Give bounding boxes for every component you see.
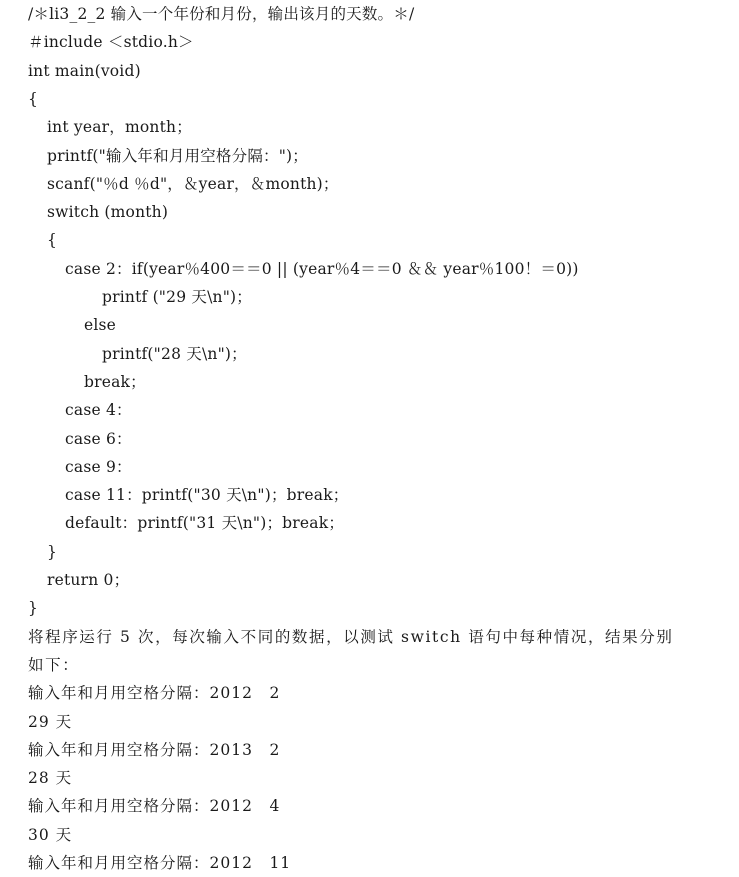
output-line: 输入年和月用空格分隔：2012 2	[28, 684, 281, 703]
code-line: }	[28, 599, 39, 618]
output-line: 29 天	[28, 712, 73, 731]
code-line: case 11：printf("30 天\n")；break；	[65, 486, 349, 505]
output-line: 输入年和月用空格分隔：2013 2	[28, 740, 281, 759]
output-line: 28 天	[28, 769, 73, 788]
code-line: case 9：	[65, 457, 132, 476]
code-line: ＃include ＜stdio.h＞	[28, 33, 194, 52]
code-line: int main(void)	[28, 61, 141, 80]
code-line: {	[47, 231, 58, 250]
output-line: 输入年和月用空格分隔：2012 11	[28, 854, 292, 872]
code-line: case 2：if(year％400＝＝0 || (year％4＝＝0 ＆＆ year％100！＝0))	[65, 259, 579, 278]
code-line: default：printf("31 天\n")；break；	[65, 514, 345, 533]
code-line: return 0；	[47, 571, 130, 589]
output-line: 30 天	[28, 825, 73, 844]
code-line: case 6：	[65, 429, 132, 448]
code-line: switch (month)	[47, 203, 169, 222]
prose-line: 将程序运行 5 次，每次输入不同的数据，以测试 switch 语句中每种情况，结果分别	[28, 627, 674, 646]
code-line: break；	[84, 372, 146, 391]
code-line: /＊li3_2_2 输入一个年份和月份，输出该月的天数。＊/	[28, 5, 415, 23]
code-line: }	[47, 542, 58, 561]
code-line: scanf("％d ％d"，＆year，＆month)；	[47, 174, 339, 193]
code-line: else	[84, 316, 117, 335]
code-line: printf ("29 天\n")；	[102, 288, 252, 306]
code-line: printf("28 天\n")；	[102, 344, 247, 363]
prose-line: 如下：	[28, 655, 80, 674]
code-line: printf("输入年和月用空格分隔：")；	[47, 146, 308, 165]
output-line: 输入年和月用空格分隔：2012 4	[28, 797, 281, 816]
code-line: case 4：	[65, 401, 132, 420]
code-line: int year，month；	[47, 118, 192, 137]
code-line: {	[28, 89, 39, 108]
